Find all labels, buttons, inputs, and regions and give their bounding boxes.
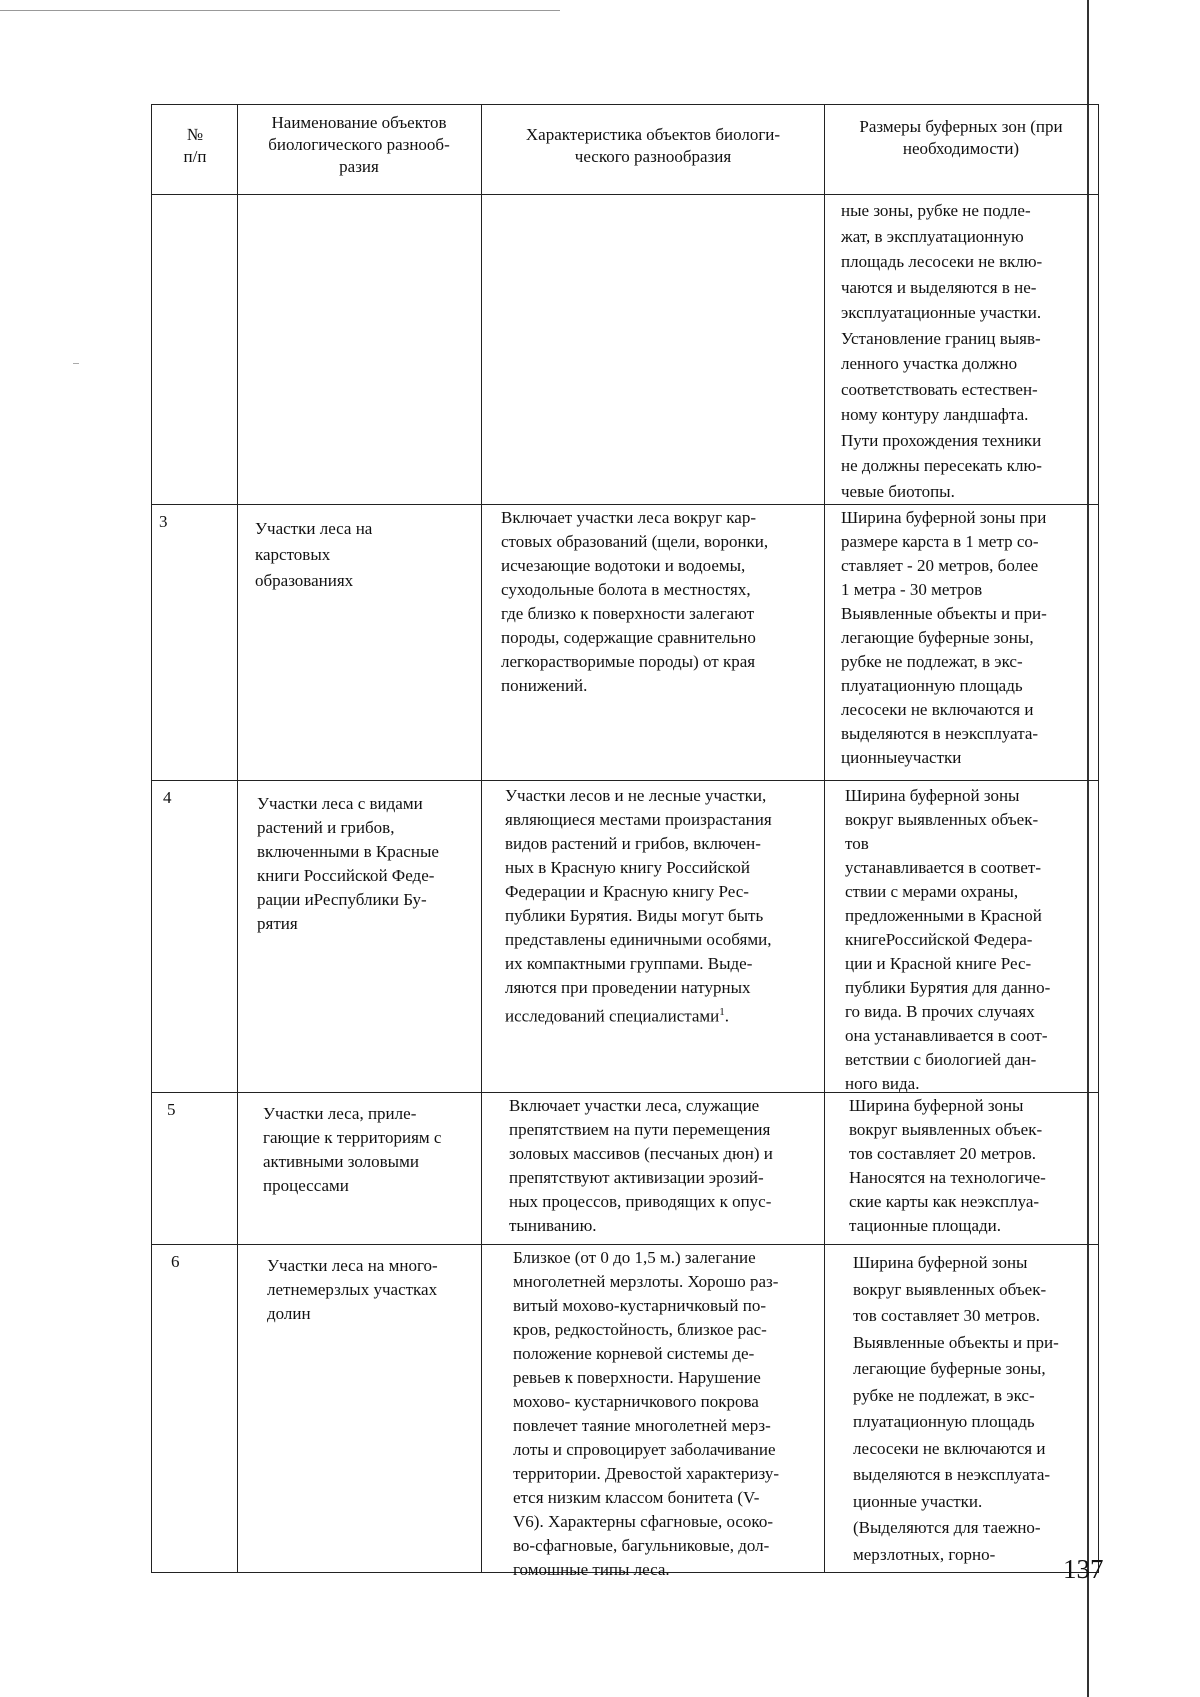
column-divider-1	[237, 104, 238, 1573]
scan-top-edge-line	[0, 10, 560, 11]
column-divider-3	[824, 104, 825, 1573]
row-3-buffer: Ширина буферной зоны при размере карста в 1 метр со- ставляет - 20 метров, более 1 метра - 30 метров Выявленные объекты и при- легающие буферные зоны, рубке не подлежат, в экс- плуатационную площадь лесосеки не включаются и выделяются в неэксплуата- ционныеучастки	[841, 508, 1047, 767]
row-4-description	[505, 784, 819, 1029]
header-buffer-size: Размеры буферных зон (при необходимости)	[859, 117, 1063, 158]
table-border-right	[1098, 104, 1099, 1573]
biodiversity-objects-table	[151, 104, 1099, 1579]
header-object-name: Наименование объектов биологического разнооб- разия	[268, 113, 450, 176]
header-divider	[151, 194, 1099, 195]
row-6-buffer: Ширина буферной зоны вокруг выявленных объек- тов составляет 30 метров. Выявленные объекты и при- легающие буферные зоны, рубке не подлежат, в экс- плуатационную площадь лесосеки не включаются и выделяются в неэксплуата- ционные участки. (Выделяются для таежно- мерзлотных, горно-	[853, 1253, 1059, 1564]
row-5-buffer: Ширина буферной зоны вокруг выявленных объек- тов составляет 20 метров. Наносятся на технологиче- ские карты как неэксплуа- тационные площади.	[849, 1096, 1046, 1235]
row-6-name: Участки леса на много- летнемерзлых участках долин	[267, 1256, 438, 1323]
row-4-description-text: Участки лесов и не лесные участки, являющиеся местами произрастания видов растений и грибов, включен- ных в Красную книгу Российской Федерации и Красную книгу Рес- публики Бурятия. Виды могут быть представлены единичными особями, их компактными группами. Выде- ляются при проведении натурных исследований специалистами	[505, 786, 772, 1026]
row-6-description: Близкое (от 0 до 1,5 м.) залегание многолетней мерзлоты. Хорошо раз- витый мохово-кустарничковый по- кров, редкостойность, близкое рас- положение корневой системы де- ревьев к поверхности. Нарушение мохово- кустарничкового покрова повлечет таяние многолетней мерз- лоты и спровоцирует заболачивание территории. Древостой характеризу- ется низким классом бонитета (V- V6). Характерны сфагновые, осоко- во-сфагновые, багульниковые, дол- гомошные типы леса.	[513, 1248, 780, 1579]
row-5-description: Включает участки леса, служащие препятствием на пути перемещения золовых массивов (песчаных дюн) и препятствуют активизации эрозий- ных процессов, приводящих к опус- тыниванию.	[509, 1096, 773, 1235]
row-continuation-buffer: ные зоны, рубке не подле- жат, в эксплуатационную площадь лесосеки не вклю- чаются и выделяются в не- эксплуатационные участки. Установление границ выяв- ленного участка должно соответствовать естествен- ному контуру ландшафта. Пути прохождения техники не должны пересекать клю- чевые биотопы.	[841, 201, 1043, 501]
row-6-number: 6	[171, 1252, 180, 1271]
page-number: 137	[1063, 1554, 1104, 1584]
row-3-description: Включает участки леса вокруг кар- стовых образований (щели, воронки, исчезающие водотоки и водоемы, суходольные болота в местностях, где близко к поверхности залегают породы, содержащие сравнительно легкорастворимые породы) от края понижений.	[501, 508, 769, 695]
row-3-number: 3	[159, 512, 168, 531]
scan-mark	[73, 363, 79, 364]
table-border-left	[151, 104, 152, 1573]
header-characteristics: Характеристика объектов биологи- ческого разнообразия	[525, 125, 781, 166]
row-divider-1	[151, 504, 1099, 505]
column-divider-2	[481, 104, 482, 1573]
row-4-name: Участки леса с видами растений и грибов, включенными в Красные книги Российской Феде- рации иРеспублики Бу- рятия	[257, 794, 439, 933]
row-divider-2	[151, 780, 1099, 781]
table-border-top	[151, 104, 1099, 105]
row-4-description-end: .	[724, 1006, 730, 1026]
footnote-marker: 1	[719, 1006, 725, 1018]
header-number: № п/п	[183, 125, 207, 166]
row-5-name: Участки леса, приле- гающие к территориям с активными золовыми процессами	[263, 1104, 442, 1195]
row-3-name: Участки леса на карстовых образованиях	[255, 519, 373, 590]
row-5-number: 5	[167, 1100, 176, 1119]
row-divider-4	[151, 1244, 1099, 1245]
row-4-number: 4	[163, 788, 172, 807]
row-4-buffer: Ширина буферной зоны вокруг выявленных объек- тов устанавливается в соответ- ствии с мерами охраны, предложенными в Красной книгеРоссийской Федера- ции и Красной книге Рес- публики Бурятия для данно- го вида. В прочих случаях она устанавливается в соот- ветствии с биологией дан- ного вида.	[845, 786, 1051, 1093]
